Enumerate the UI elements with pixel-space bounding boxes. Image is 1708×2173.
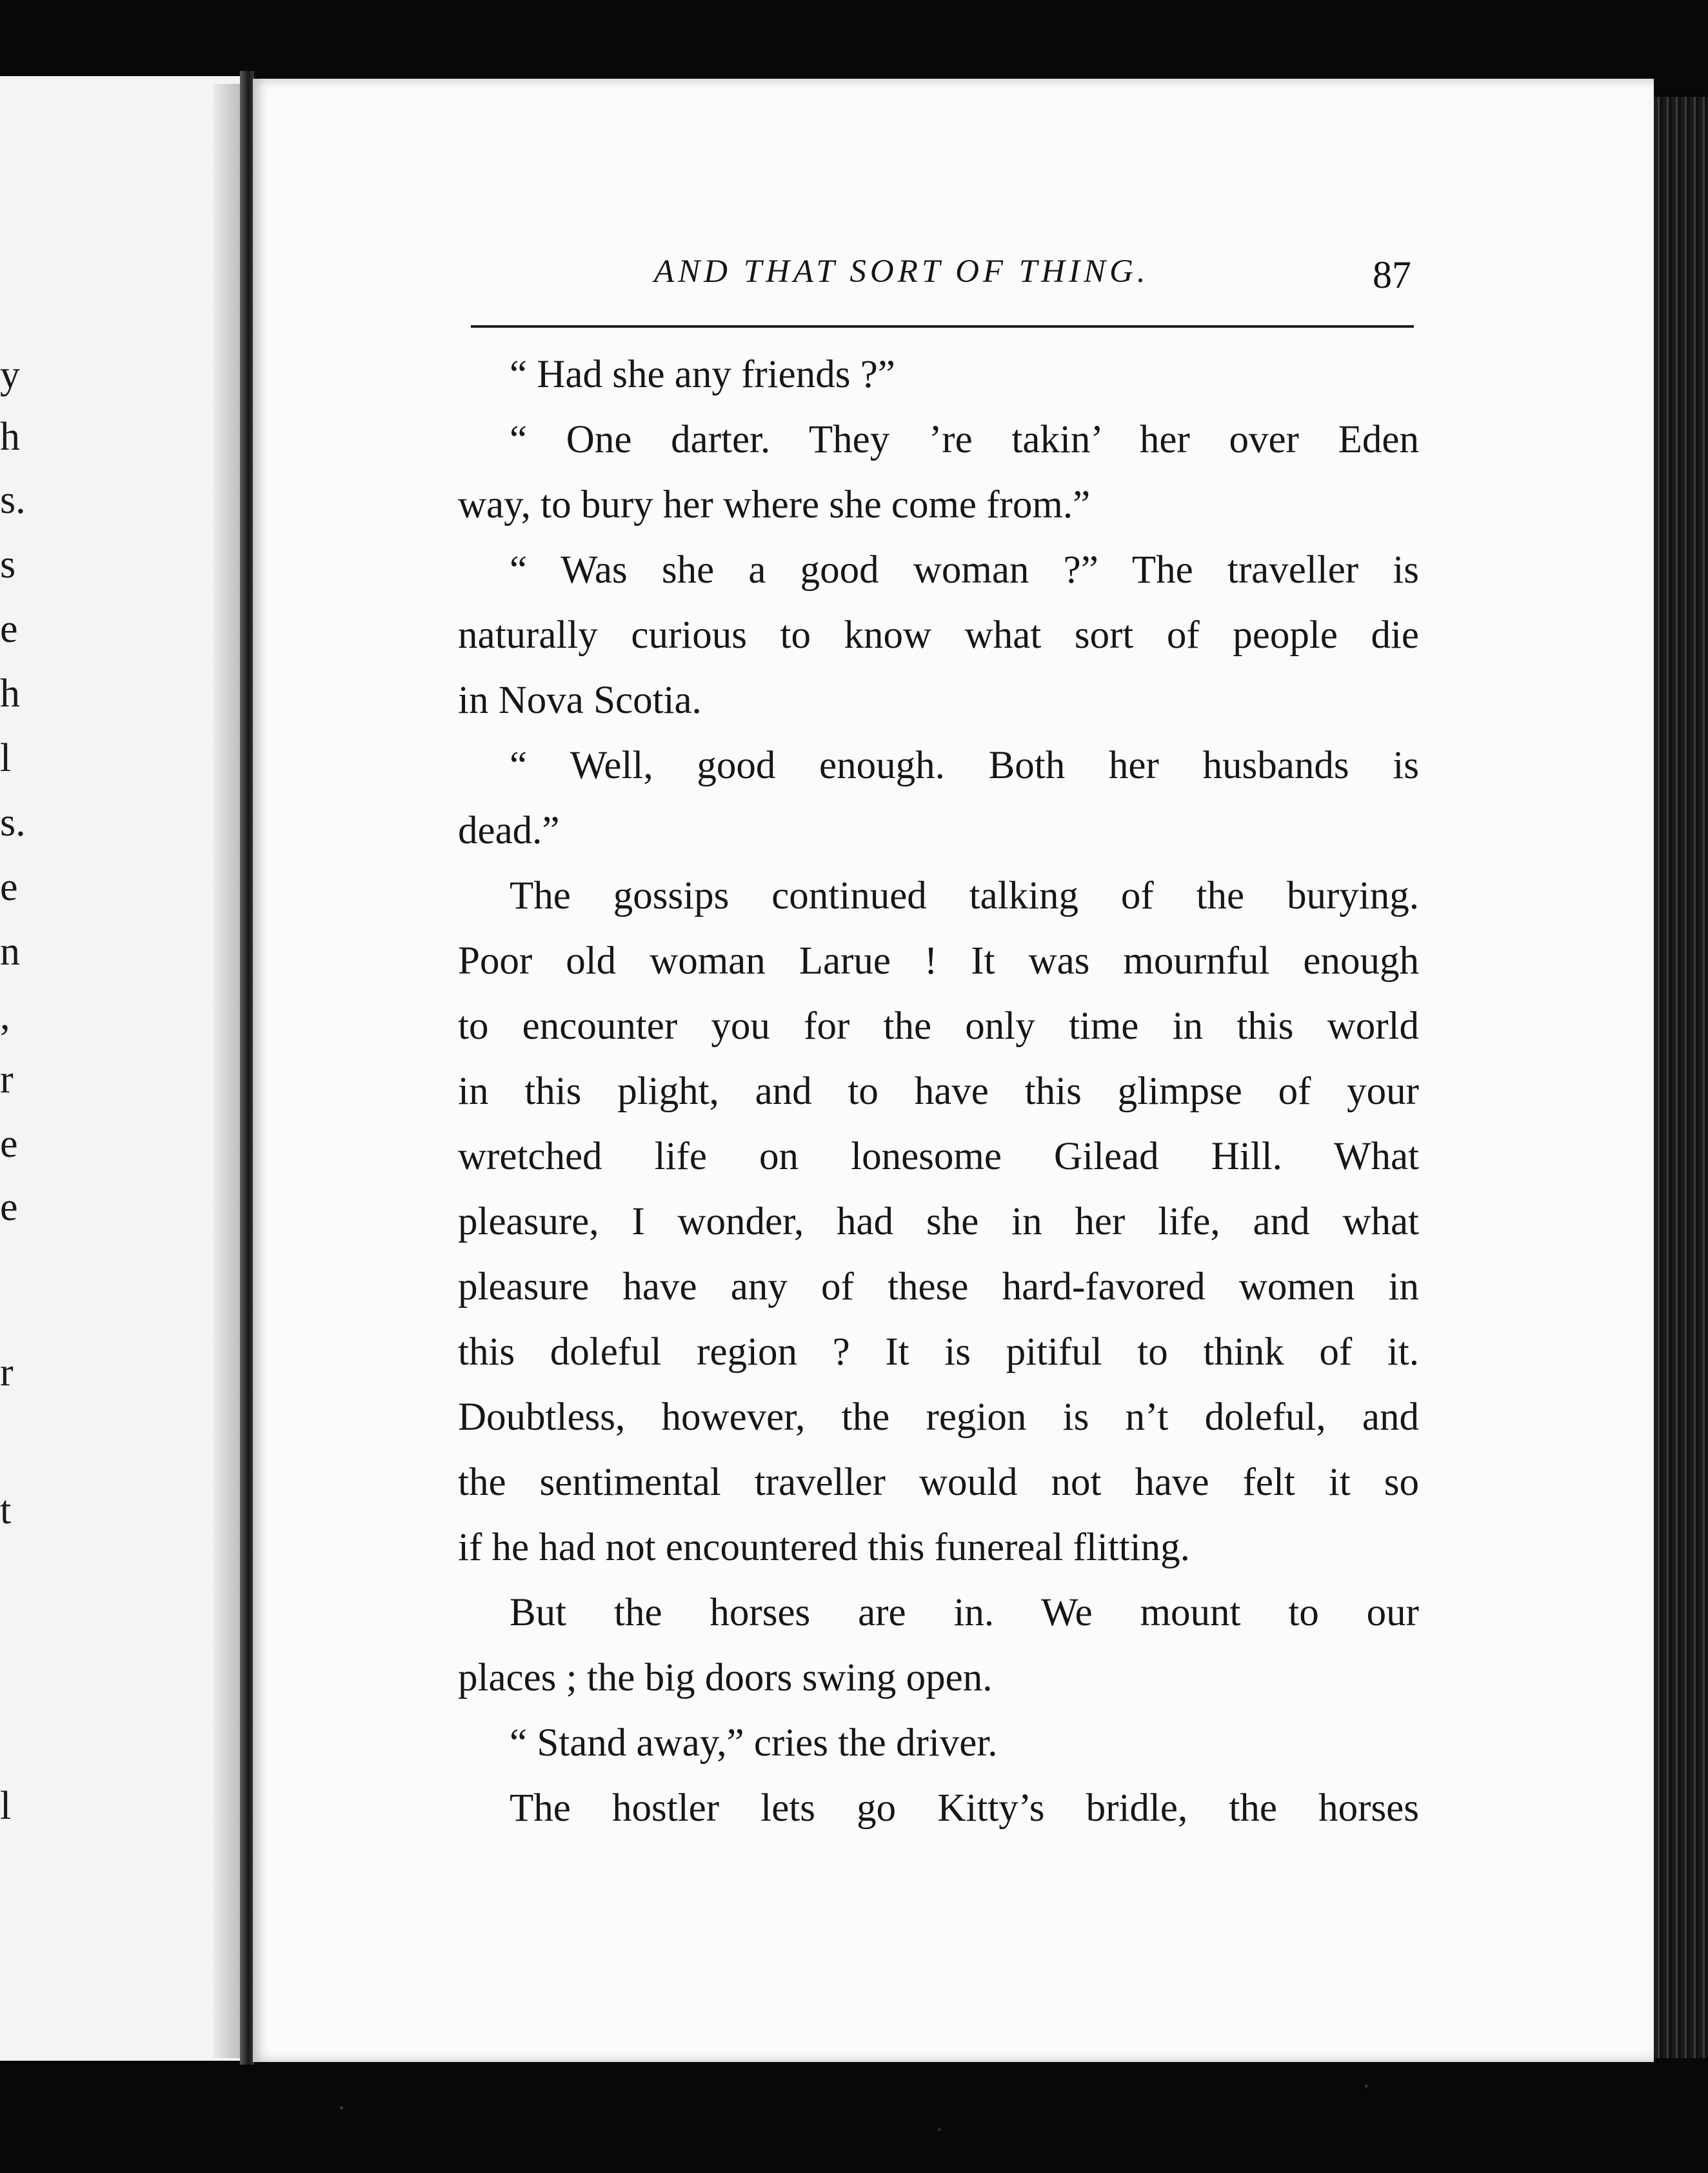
facing-page-fragment: s. [0,801,26,845]
facing-page-shadow [213,84,240,2058]
page-number: 87 [1373,254,1411,296]
page-edges [1654,97,1708,2058]
text-line: in Nova Scotia. [458,679,702,722]
facing-page-fragment: h [0,672,20,716]
header-rule [471,325,1414,328]
facing-page-fragment: t [0,1488,12,1532]
text-line: way, to bury her where she come from.” [458,483,1091,526]
text-line: the sentimental traveller would not have felt it so [458,1461,1419,1504]
text-line: naturally curious to know what sort of people die [458,614,1419,657]
text-line: The hostler lets go Kitty’s bridle, the horses [510,1787,1419,1830]
text-line: The gossips continued talking of the burying. [510,874,1419,917]
facing-page-fragment: e [0,865,18,909]
text-line: dead.” [458,809,560,852]
facing-page-fragment: n [0,930,20,974]
text-line: “ Had she any friends ?” [510,353,895,396]
facing-page-fragment: , [0,994,10,1038]
text-line: pleasure have any of these hard-favored women in [458,1265,1419,1308]
text-line: “ Well, good enough. Both her husbands is [510,744,1419,787]
facing-page-fragment: l [0,1784,12,1828]
text-line: wretched life on lonesome Gilead Hill. What [458,1135,1419,1178]
body-text [458,342,1419,1841]
facing-page-fragment: r [0,1350,14,1394]
text-line: Doubtless, however, the region is n’t doleful, and [458,1396,1419,1439]
text-line: places ; the big doors swing open. [458,1656,993,1699]
text-line: “ Stand away,” cries the driver. [510,1721,998,1765]
facing-page-fragment: s [0,543,16,586]
text-line: to encounter you for the only time in this world [458,1005,1419,1048]
facing-page-fragment: s. [0,478,26,522]
facing-page-fragment: r [0,1057,14,1101]
facing-page-fragment: e [0,607,18,651]
facing-page-fragment: l [0,736,12,780]
book-gutter [240,71,254,2065]
facing-page-fragment: e [0,1122,18,1166]
facing-page [0,76,242,2061]
text-line: “ Was she a good woman ?” The traveller is [510,548,1419,592]
text-line: pleasure, I wonder, had she in her life, and what [458,1200,1419,1243]
facing-page-fragment: h [0,415,20,459]
facing-page-fragment: e [0,1185,18,1229]
text-line: this doleful region ? It is pitiful to think of it. [458,1330,1419,1374]
text-line: if he had not encountered this funereal flitting. [458,1526,1190,1569]
text-line: in this plight, and to have this glimpse of your [458,1070,1419,1113]
facing-page-fragment: y [0,353,20,397]
text-line: But the horses are in. We mount to our [510,1591,1419,1634]
text-line: Poor old woman Larue ! It was mournful enough [458,939,1419,983]
running-head: AND THAT SORT OF THING. [654,254,1149,290]
text-line: “ One darter. They ’re takin’ her over Eden [510,418,1419,461]
